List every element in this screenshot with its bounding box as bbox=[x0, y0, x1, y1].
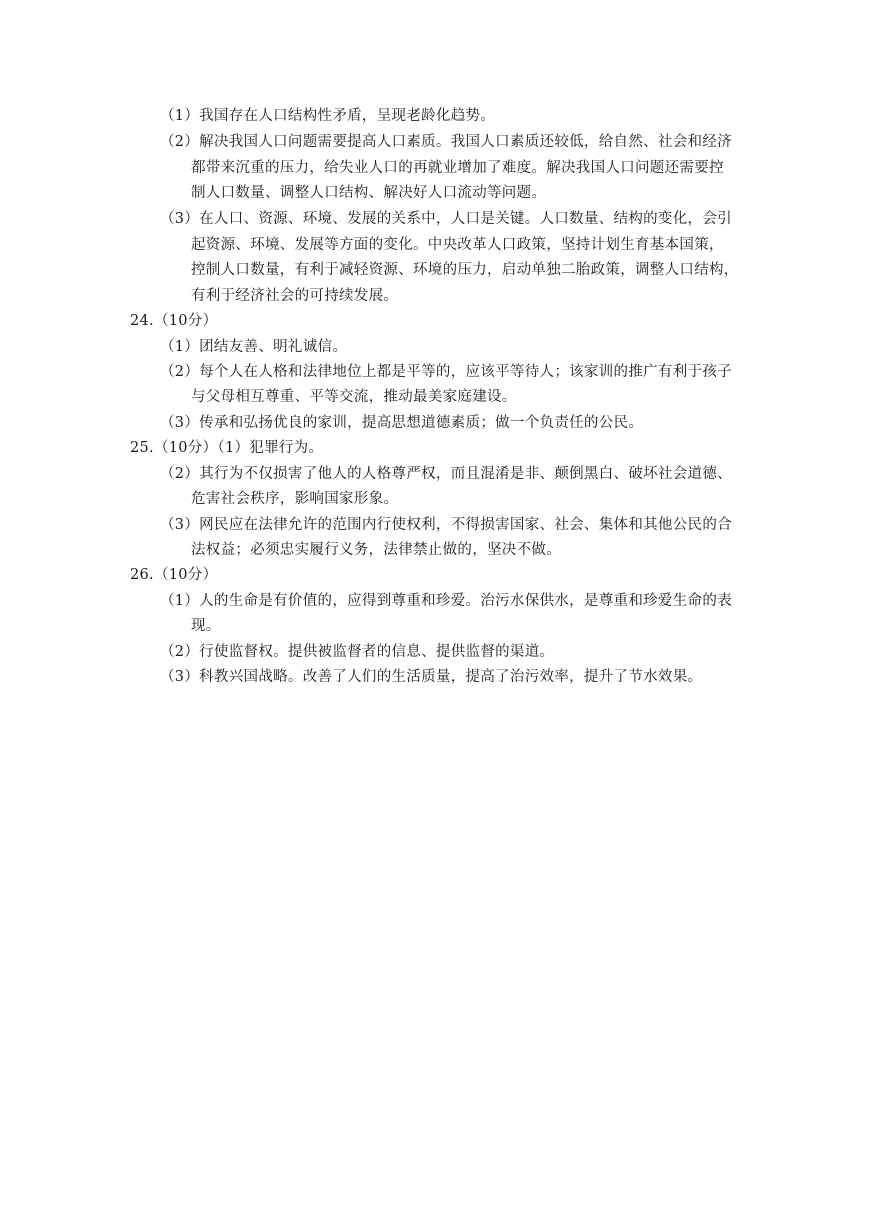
q23-answer-3-line-4: 有利于经济社会的可持续发展。 bbox=[191, 288, 399, 304]
q24-answer-2-line-2: 与父母相互尊重、平等交流，推动最美家庭建设。 bbox=[191, 389, 517, 405]
q25-answer-2-line-2: 危害社会秩序，影响国家形象。 bbox=[191, 491, 399, 507]
q26-answer-3: （3）科教兴国战略。改善了人们的生活质量，提高了治污效率，提升了节水效果。 bbox=[160, 669, 703, 685]
q26-answer-1-line-2: 现。 bbox=[191, 618, 221, 634]
q24-answer-3: （3）传承和弘扬优良的家训，提高思想道德素质；做一个负责任的公民。 bbox=[160, 415, 644, 431]
q26-answer-1-line-1: （1）人的生命是有价值的，应得到尊重和珍爱。治污水保供水，是尊重和珍爱生命的表 bbox=[160, 593, 732, 609]
q23-answer-2-line-3: 制人口数量、调整人口结构、解决好人口流动等问题。 bbox=[191, 185, 547, 201]
q26-header: 26.（10分） bbox=[130, 567, 218, 583]
q23-answer-2-line-2: 都带来沉重的压力，给失业人口的再就业增加了难度。解决我国人口问题还需要控 bbox=[191, 160, 724, 176]
q23-answer-3-line-2: 起资源、环境、发展等方面的变化。中央改革人口政策，坚持计划生育基本国策， bbox=[191, 237, 724, 253]
q24-answer-1: （1）团结友善、明礼诚信。 bbox=[160, 339, 348, 355]
q25-answer-3-line-1: （3）网民应在法律允许的范围内行使权利，不得损害国家、社会、集体和其他公民的合 bbox=[160, 517, 732, 533]
q23-answer-1: （1）我国存在人口结构性矛盾，呈现老龄化趋势。 bbox=[160, 108, 496, 124]
q26-answer-2: （2）行使监督权。提供被监督者的信息、提供监督的渠道。 bbox=[160, 644, 555, 660]
q23-answer-2-line-1: （2）解决我国人口问题需要提高人口素质。我国人口素质还较低，给自然、社会和经济 bbox=[160, 134, 732, 150]
q25-answer-3-line-2: 法权益；必须忠实履行义务，法律禁止做的，坚决不做。 bbox=[191, 542, 561, 558]
q23-answer-3-line-3: 控制人口数量，有利于减轻资源、环境的压力，启动单独二胎政策，调整人口结构， bbox=[191, 262, 739, 278]
q23-answer-3-line-1: （3）在人口、资源、环境、发展的关系中，人口是关键。人口数量、结构的变化，会引 bbox=[160, 211, 732, 227]
q25-answer-2-line-1: （2）其行为不仅损害了他人的人格尊严权，而且混淆是非、颠倒黑白、破坏社会道德、 bbox=[160, 466, 732, 482]
q24-answer-2-line-1: （2）每个人在人格和法律地位上都是平等的，应该平等待人；该家训的推广有利于孩子 bbox=[160, 364, 732, 380]
q25-header: 25.（10分）（1）犯罪行为。 bbox=[130, 440, 324, 456]
q24-header: 24.（10分） bbox=[130, 313, 218, 329]
